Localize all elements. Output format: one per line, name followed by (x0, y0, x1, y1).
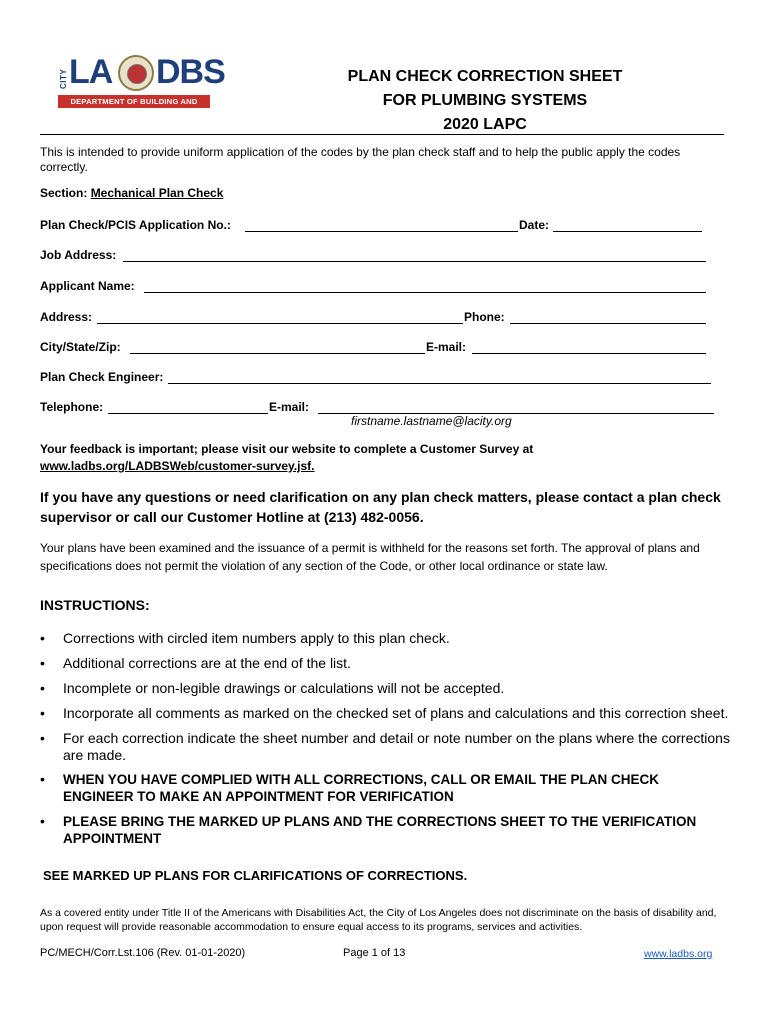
applicant-name-label: Applicant Name: (40, 279, 135, 293)
page-title-line1: PLAN CHECK CORRECTION SHEET (347, 68, 623, 85)
email-field[interactable] (472, 353, 706, 354)
form-id: PC/MECH/Corr.Lst.106 (Rev. 01-01-2020) (40, 947, 246, 959)
email2-label: E-mail: (269, 400, 310, 414)
bullet-icon: • (40, 705, 45, 721)
job-address-field[interactable] (123, 261, 706, 262)
page-number: Page 1 of 13 (343, 947, 406, 959)
questions-text: If you have any questions or need clarification on any plan check matters, please contact a plan check supervisor or call our Customer Hotline at (213) 482-0056. (40, 489, 721, 525)
bullet-icon: • (40, 655, 45, 671)
date-label: Date: (519, 218, 550, 232)
section-label: Section: Mechanical Plan Check (40, 186, 224, 200)
logo-department-text: DEPARTMENT OF BUILDING AND SAFETY (58, 95, 210, 108)
engineer-label: Plan Check Engineer: (40, 370, 164, 384)
feedback-text: Your feedback is important; please visit our website to complete a Customer Survey at (40, 442, 534, 456)
job-address-label: Job Address: (40, 248, 117, 262)
bullet-icon: • (40, 813, 45, 829)
ladbs-logo (58, 53, 225, 119)
city-state-zip-field[interactable] (130, 353, 425, 354)
telephone-field[interactable] (108, 413, 268, 414)
logo-la-text: LA (69, 53, 113, 91)
plan-check-no-field[interactable] (245, 231, 518, 232)
phone-label: Phone: (464, 310, 505, 324)
examined-text: Your plans have been examined and the issuance of a permit is withheld for the reasons set forth. The approval of plans and specifications does not permit the violation of any section of the Code, or other local ordinance or state law. (40, 541, 700, 573)
section-value: Mechanical Plan Check (90, 186, 224, 200)
city-seal-icon (118, 55, 154, 91)
title-divider (40, 134, 724, 135)
email-hint: firstname.lastname@lacity.org (351, 414, 512, 428)
intro-text: This is intended to provide uniform application of the codes by the plan check staff and to help the public apply the codes correctly. (40, 145, 681, 174)
phone-field[interactable] (510, 323, 706, 324)
telephone-label: Telephone: (40, 400, 104, 414)
address-label: Address: (40, 310, 93, 324)
city-state-zip-label: City/State/Zip: (40, 340, 121, 354)
bullet-icon: • (40, 771, 45, 787)
ada-notice: As a covered entity under Title II of the Americans with Disabilities Act, the City of Los Angeles does not discriminate on the basis of disability and, upon request will provide reasonable accommodation to ensure equal access to its programs, services and activities. (40, 907, 717, 933)
email-label: E-mail: (426, 340, 467, 354)
plan-check-no-label: Plan Check/PCIS Application No.: (40, 218, 231, 232)
page-title-line2: FOR PLUMBING SYSTEMS (382, 92, 588, 109)
see-marked-plans-text: SEE MARKED UP PLANS FOR CLARIFICATIONS OF CORRECTIONS. (43, 868, 468, 883)
applicant-name-field[interactable] (144, 292, 706, 293)
instructions-heading: INSTRUCTIONS: (40, 597, 150, 613)
logo-dbs-text: DBS (156, 53, 225, 91)
address-field[interactable] (97, 323, 463, 324)
logo-city-text: CITY (59, 68, 68, 89)
engineer-field[interactable] (168, 383, 711, 384)
page-title-line3: 2020 LAPC (443, 116, 527, 133)
survey-link[interactable]: www.ladbs.org/LADBSWeb/customer-survey.jsf. (40, 459, 315, 473)
bullet-icon: • (40, 630, 45, 646)
bullet-icon: • (40, 680, 45, 696)
bullet-icon: • (40, 730, 45, 746)
website-link[interactable]: www.ladbs.org (644, 948, 713, 960)
date-field[interactable] (553, 231, 702, 232)
